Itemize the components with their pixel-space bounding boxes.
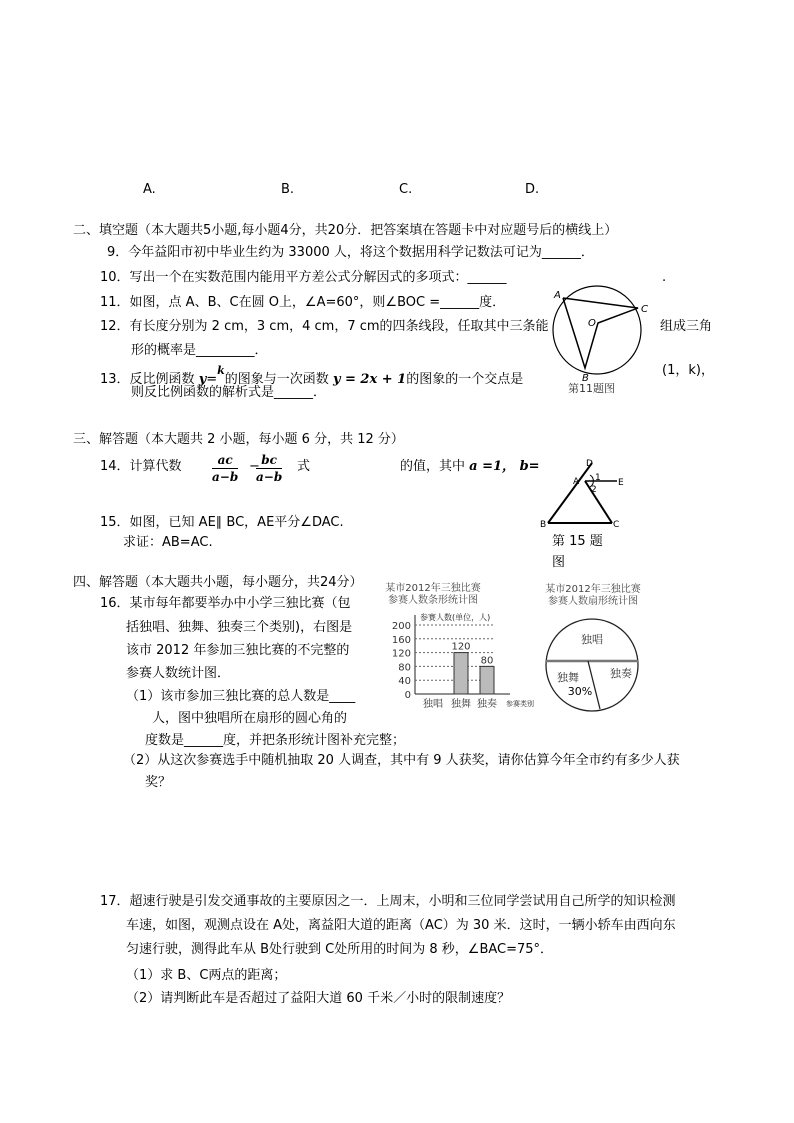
- q13-linear: y = 2x + 1: [332, 372, 407, 387]
- fig11-caption: 第11题图: [568, 382, 615, 395]
- question-13-point: (1，k)，: [662, 363, 714, 378]
- q16-part1: 人，图中独唱所在扇形的圆心角的: [152, 711, 348, 726]
- fraction-1: [212, 452, 238, 485]
- question-10-end: .: [662, 270, 667, 285]
- bar-ytick: 200: [391, 621, 411, 632]
- bar-value-label: 80: [480, 655, 494, 667]
- bar-value-label: 120: [451, 641, 471, 653]
- minus-sign: −: [249, 459, 260, 474]
- fraction-1-denominator: a−b: [212, 470, 239, 484]
- figure-11-circle: [540, 280, 660, 400]
- question-13-line2: 则反比例函数的解析式是______．: [131, 385, 327, 400]
- fraction-2-numerator: bc: [256, 452, 282, 469]
- fig11-label-o: O: [588, 318, 596, 329]
- fraction-1-numerator: ac: [212, 452, 238, 469]
- figure-15-triangle: [540, 455, 630, 570]
- pie-label-dance: 独舞: [557, 671, 579, 684]
- q16-part2: （2）从这次参赛选手中随机抽取 20 人调查，其中有 9 人获奖，请你估算今年全市约有多少人获: [123, 753, 680, 768]
- bar-title-2: 参赛人数条形统计图: [388, 595, 478, 606]
- bar-ytick: 40: [398, 676, 411, 688]
- q17-line: 匀速行驶，测得此车从 B处行驶到 C处所用的时间为 8 秒，∠BAC=75°．: [126, 942, 554, 957]
- fig11-label-a: A: [554, 290, 561, 301]
- question-12-line2: 形的概率是_________．: [131, 343, 268, 358]
- question-9: 9．今年益阳市初中毕业生约为 33000 人，将这个数据用科学记数法可记为______．: [107, 245, 594, 260]
- bar-ytick: 0: [404, 690, 411, 701]
- fig15-label-e: E: [618, 478, 624, 488]
- bar-category-label: 独唱: [423, 699, 443, 710]
- question-10: 10．写出一个在实数范围内能用平方差公式分解因式的多项式：______: [100, 270, 507, 285]
- pie-label-instrument: 独奏: [610, 667, 632, 680]
- option-c: C.: [399, 182, 413, 197]
- fraction-2-denominator: a−b: [256, 470, 283, 484]
- q16-line: 该市 2012 年参加三独比赛的不完整的: [126, 643, 350, 658]
- fig15-caption-1: 第 15 题: [552, 534, 603, 549]
- q13-text-c: 的图象的一个交点是: [406, 372, 524, 387]
- q16-line: 参赛人数统计图．: [126, 666, 231, 681]
- fig15-label-a: A: [573, 477, 580, 487]
- q13-k: k: [217, 364, 225, 377]
- question-14-text: [400, 459, 540, 475]
- question-12-end: 组成三角: [660, 319, 713, 334]
- q17-part1: （1）求 B、C两点的距离；: [126, 968, 287, 983]
- bar-ylabel: 参赛人数(单位，人): [420, 613, 491, 622]
- question-12: 12．有长度分别为 2 cm，3 cm，4 cm，7 cm的四条线段，任取其中三条能: [100, 319, 549, 334]
- bar-category-label: 独奏: [477, 699, 497, 710]
- bar-title-1: 某市2012年三独比赛: [385, 583, 481, 594]
- q16-part1: （1）该市参加三独比赛的总人数是____: [126, 689, 356, 704]
- fraction-2: [256, 452, 282, 485]
- fig11-label-b: B: [582, 373, 589, 384]
- section3-header: 三、解答题（本大题共 2 小题，每小题 6 分，共 12 分）: [73, 432, 404, 447]
- q13-y: y: [198, 372, 207, 387]
- fig15-label-d: D: [586, 459, 593, 469]
- q17-line: 17．超速行驶是引发交通事故的主要原因之一．上周末，小明和三位同学尝试用自己所学的知识检测: [100, 894, 676, 909]
- pie-title-1: 某市2012年三独比赛: [545, 584, 641, 595]
- fig15-angle-1: 1: [595, 473, 601, 483]
- pie-title-2: 参赛人数扇形统计图: [548, 596, 638, 607]
- option-d: D.: [525, 182, 540, 197]
- pie-percent-dance: 30%: [567, 685, 593, 698]
- section4-header: 四、解答题（本大题共小题，每小题分，共24分）: [73, 575, 363, 590]
- question-14-label: 14．计算代数: [100, 459, 182, 474]
- q17-part2: （2）请判断此车是否超过了益阳大道 60 千米／小时的限制速度？: [126, 991, 511, 1006]
- q16-line: 括独唱、独舞、独奏三个类别)，右图是: [126, 620, 353, 635]
- bar-chart: [380, 578, 540, 713]
- q14-value-text: 的值，其中: [400, 459, 466, 474]
- option-b: B.: [281, 182, 295, 197]
- q17-line: 车速，如图，观测点设在 A处，离益阳大道的距离（AC）为 30 米．这时，一辆小轿车由西向东: [126, 918, 676, 933]
- q13-text-b: 的图象与一次函数: [224, 372, 329, 387]
- q13-text-a: 13．反比例函数: [100, 372, 195, 387]
- q16-line: 16．某市每年都要举办中小学三独比赛（包: [100, 596, 351, 611]
- option-a: A.: [143, 182, 156, 197]
- q13-eq: =: [206, 372, 218, 387]
- bar-1: [454, 653, 468, 694]
- pie-label-singing: 独唱: [581, 633, 603, 646]
- fig15-angle-2: 2: [591, 485, 597, 495]
- bar-ytick: 160: [391, 634, 411, 646]
- fig15-label-c: C: [613, 520, 620, 530]
- fig15-label-b: B: [540, 520, 547, 530]
- q16-part2: 奖？: [145, 775, 172, 790]
- section2-header: 二、填空题（本大题共5小题,每小题4分，共20分．把答案填在答题卡中对应题号后的横线上）: [73, 223, 618, 238]
- question-15-line2: 求证：AB=AC.: [123, 535, 213, 550]
- bar-category-label: 独舞: [451, 699, 471, 710]
- bar-2: [480, 666, 494, 694]
- q16-part1: 度数是______度，并把条形统计图补充完整；: [145, 733, 406, 748]
- question-15: 15．如图，已知 AE∥ BC，AE平分∠DAC.: [100, 515, 344, 530]
- fig15-caption-2: 图: [552, 555, 566, 570]
- pie-chart: [535, 580, 665, 715]
- bar-ytick: 120: [391, 648, 411, 660]
- question-14-shi: 式: [297, 459, 311, 474]
- fig11-label-c: C: [641, 304, 648, 315]
- q14-values: a =1， b=: [469, 459, 540, 474]
- bar-xlabel: 参赛类别: [506, 700, 534, 708]
- bar-ytick: 80: [398, 662, 411, 674]
- question-11: 11．如图，点 A、B、C在圆 O上，∠A=60°，则∠BOC =______度．: [100, 295, 506, 310]
